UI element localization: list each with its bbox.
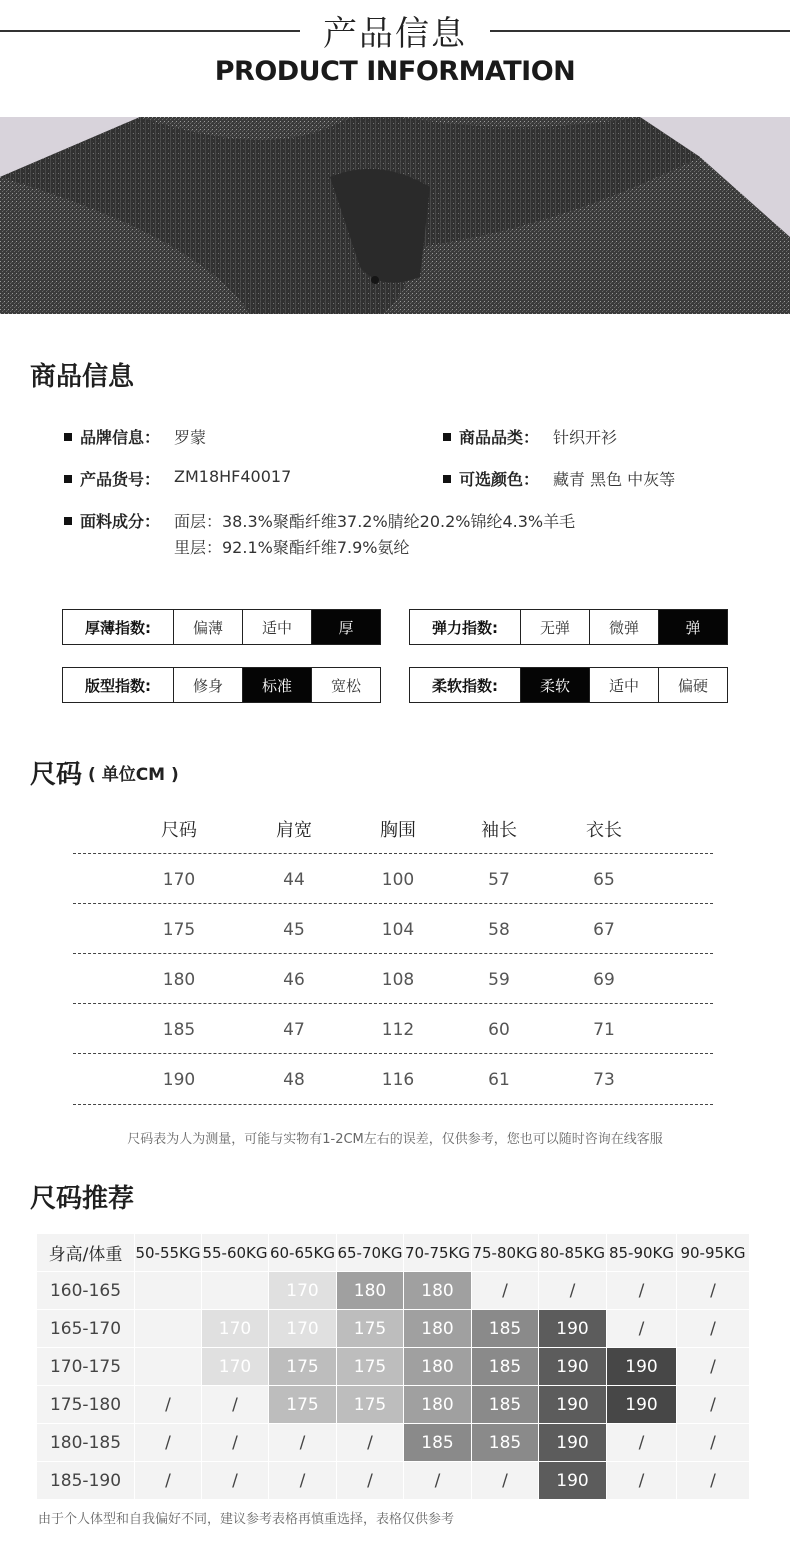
color-label: 可选颜色：	[443, 467, 539, 490]
size-cell: 44	[283, 870, 305, 890]
size-header: 袖长	[481, 820, 517, 841]
recommend-header: 身高/体重	[37, 1234, 135, 1272]
height-cell: 170-175	[37, 1348, 135, 1386]
size-chart-title: 尺码	[30, 760, 83, 790]
recommend-cell: /	[269, 1424, 337, 1462]
fabric-label: 面料成分：	[64, 509, 160, 532]
recommend-header: 55-60KG	[202, 1234, 269, 1272]
table-divider	[73, 1104, 713, 1105]
recommend-cell: /	[677, 1424, 750, 1462]
recommend-cell: 185	[472, 1386, 539, 1424]
sku-label: 产品货号：	[64, 467, 160, 490]
index-option-selected: 柔软	[521, 668, 590, 702]
page-title-en: PRODUCT INFORMATION	[214, 56, 576, 87]
recommend-title: 尺码推荐	[30, 1184, 135, 1214]
size-cell: 73	[593, 1070, 615, 1090]
fabric-inner: 里层：92.1%聚酯纤维7.9%氨纶	[174, 538, 410, 557]
recommend-header: 80-85KG	[539, 1234, 607, 1272]
recommend-cell: /	[135, 1386, 202, 1424]
table-row	[37, 1272, 750, 1310]
recommend-cell: /	[677, 1272, 750, 1310]
recommend-cell: /	[677, 1386, 750, 1424]
recommend-cell: 185	[404, 1424, 472, 1462]
recommend-cell: 170	[202, 1310, 269, 1348]
height-cell: 185-190	[37, 1462, 135, 1500]
recommend-cell: 190	[539, 1424, 607, 1462]
recommend-cell	[135, 1348, 202, 1386]
recommend-cell: /	[607, 1424, 677, 1462]
recommend-cell: 190	[539, 1310, 607, 1348]
recommend-cell: 175	[337, 1348, 404, 1386]
recommend-cell: 180	[337, 1272, 404, 1310]
recommend-cell: 175	[269, 1386, 337, 1424]
index-option-selected: 标准	[243, 668, 312, 702]
index-box-softness	[409, 667, 728, 703]
index-label: 版型指数:	[63, 668, 174, 702]
recommend-cell: /	[677, 1310, 750, 1348]
recommend-cell: /	[539, 1272, 607, 1310]
table-row	[37, 1348, 750, 1386]
size-cell: 67	[593, 920, 615, 940]
recommend-cell: /	[337, 1462, 404, 1500]
brand-label: 品牌信息：	[64, 425, 160, 448]
size-header: 尺码	[161, 820, 197, 841]
size-cell: 57	[488, 870, 510, 890]
index-option: 偏硬	[677, 676, 708, 695]
recommend-cell: /	[607, 1310, 677, 1348]
height-cell: 175-180	[37, 1386, 135, 1424]
size-chart-note: 尺码表为人为测量，可能与实物有1-2CM左右的误差，仅供参考，您也可以随时咨询在线客服	[127, 1132, 663, 1147]
index-option: 微弹	[590, 610, 659, 644]
recommend-cell: 170	[269, 1310, 337, 1348]
size-cell: 65	[593, 870, 615, 890]
recommend-cell: 175	[269, 1348, 337, 1386]
size-cell: 45	[283, 920, 305, 940]
recommend-cell: 190	[607, 1386, 677, 1424]
size-header: 胸围	[380, 820, 416, 841]
size-cell: 100	[381, 870, 415, 890]
height-cell: 160-165	[37, 1272, 135, 1310]
recommend-header-row	[37, 1234, 750, 1272]
recommend-cell: /	[677, 1462, 750, 1500]
recommend-cell: 170	[269, 1272, 337, 1310]
recommend-cell: 175	[337, 1386, 404, 1424]
recommend-cell: /	[472, 1462, 539, 1500]
sku-value: ZM18HF40017	[174, 467, 292, 486]
category-label: 商品品类：	[443, 425, 539, 448]
category-value: 针织开衫	[553, 428, 618, 447]
recommend-cell: 180	[404, 1386, 472, 1424]
table-divider	[73, 1053, 713, 1054]
size-cell: 180	[162, 970, 196, 990]
size-cell: 61	[488, 1070, 510, 1090]
size-cell: 104	[381, 920, 415, 940]
recommend-cell: 190	[539, 1462, 607, 1500]
index-option: 适中	[243, 610, 312, 644]
recommend-cell: /	[202, 1462, 269, 1500]
size-header: 衣长	[586, 820, 622, 841]
recommend-cell: 190	[539, 1348, 607, 1386]
recommend-cell	[202, 1272, 269, 1310]
index-option: 修身	[174, 668, 243, 702]
index-box-fit	[62, 667, 381, 703]
recommend-cell: /	[677, 1348, 750, 1386]
fabric-outer: 面层：38.3%聚酯纤维37.2%腈纶20.2%锦纶4.3%羊毛	[174, 512, 576, 531]
recommend-cell: /	[404, 1462, 472, 1500]
recommend-cell: 185	[472, 1348, 539, 1386]
index-label: 弹力指数:	[410, 610, 521, 644]
recommend-cell: 175	[337, 1310, 404, 1348]
table-divider	[73, 1003, 713, 1004]
table-row	[37, 1424, 750, 1462]
recommend-header: 90-95KG	[677, 1234, 750, 1272]
recommend-cell: 190	[539, 1386, 607, 1424]
sweater-collar-image	[0, 117, 790, 314]
size-chart-unit: ( 单位CM )	[88, 765, 179, 785]
recommend-header: 75-80KG	[472, 1234, 539, 1272]
size-cell: 58	[488, 920, 510, 940]
recommend-table	[36, 1233, 750, 1500]
index-option: 宽松	[330, 676, 361, 695]
index-label: 柔软指数:	[410, 668, 521, 702]
size-cell: 190	[162, 1070, 196, 1090]
size-cell: 46	[283, 970, 305, 990]
recommend-cell: 180	[404, 1272, 472, 1310]
index-option-selected: 弹	[659, 610, 727, 644]
product-photo	[0, 117, 790, 314]
size-cell: 108	[381, 970, 415, 990]
index-box-thickness	[62, 609, 381, 645]
index-option: 适中	[590, 668, 659, 702]
recommend-cell: 190	[607, 1348, 677, 1386]
recommend-cell: /	[269, 1462, 337, 1500]
size-cell: 185	[162, 1020, 196, 1040]
size-cell: 112	[381, 1020, 415, 1040]
recommend-note: 由于个人体型和自我偏好不同，建议参考表格再慎重选择，表格仅供参考	[38, 1512, 455, 1527]
table-row	[37, 1462, 750, 1500]
recommend-cell: 185	[472, 1424, 539, 1462]
size-cell: 116	[381, 1070, 415, 1090]
index-label: 厚薄指数:	[63, 610, 174, 644]
table-row	[37, 1386, 750, 1424]
recommend-cell: /	[202, 1386, 269, 1424]
brand-value: 罗蒙	[174, 428, 207, 447]
recommend-header: 50-55KG	[135, 1234, 202, 1272]
recommend-cell: 180	[404, 1310, 472, 1348]
table-divider	[73, 953, 713, 954]
recommend-cell: 180	[404, 1348, 472, 1386]
recommend-header: 60-65KG	[269, 1234, 337, 1272]
height-cell: 180-185	[37, 1424, 135, 1462]
recommend-header: 85-90KG	[607, 1234, 677, 1272]
recommend-cell: /	[472, 1272, 539, 1310]
color-value: 藏青 黑色 中灰等	[553, 470, 676, 489]
index-option: 偏薄	[174, 610, 243, 644]
recommend-cell	[135, 1272, 202, 1310]
recommend-cell: /	[135, 1424, 202, 1462]
size-cell: 48	[283, 1070, 305, 1090]
size-cell: 69	[593, 970, 615, 990]
index-box-elasticity	[409, 609, 728, 645]
size-cell: 47	[283, 1020, 305, 1040]
size-header: 肩宽	[276, 820, 312, 841]
table-divider	[73, 903, 713, 904]
recommend-header: 70-75KG	[404, 1234, 472, 1272]
recommend-cell: 185	[472, 1310, 539, 1348]
recommend-cell: /	[607, 1272, 677, 1310]
index-option: 无弹	[521, 610, 590, 644]
recommend-cell: /	[337, 1424, 404, 1462]
height-cell: 165-170	[37, 1310, 135, 1348]
table-row	[37, 1310, 750, 1348]
size-cell: 175	[162, 920, 196, 940]
recommend-cell: /	[202, 1424, 269, 1462]
recommend-cell: 170	[202, 1348, 269, 1386]
recommend-cell	[135, 1310, 202, 1348]
page-title-cn: 产品信息	[323, 14, 467, 54]
size-cell: 71	[593, 1020, 615, 1040]
table-divider	[73, 853, 713, 854]
size-cell: 60	[488, 1020, 510, 1040]
recommend-header: 65-70KG	[337, 1234, 404, 1272]
recommend-cell: /	[607, 1462, 677, 1500]
index-option-selected: 厚	[312, 610, 380, 644]
size-cell: 170	[162, 870, 196, 890]
product-info-title: 商品信息	[30, 362, 135, 392]
size-cell: 59	[488, 970, 510, 990]
recommend-cell: /	[135, 1462, 202, 1500]
